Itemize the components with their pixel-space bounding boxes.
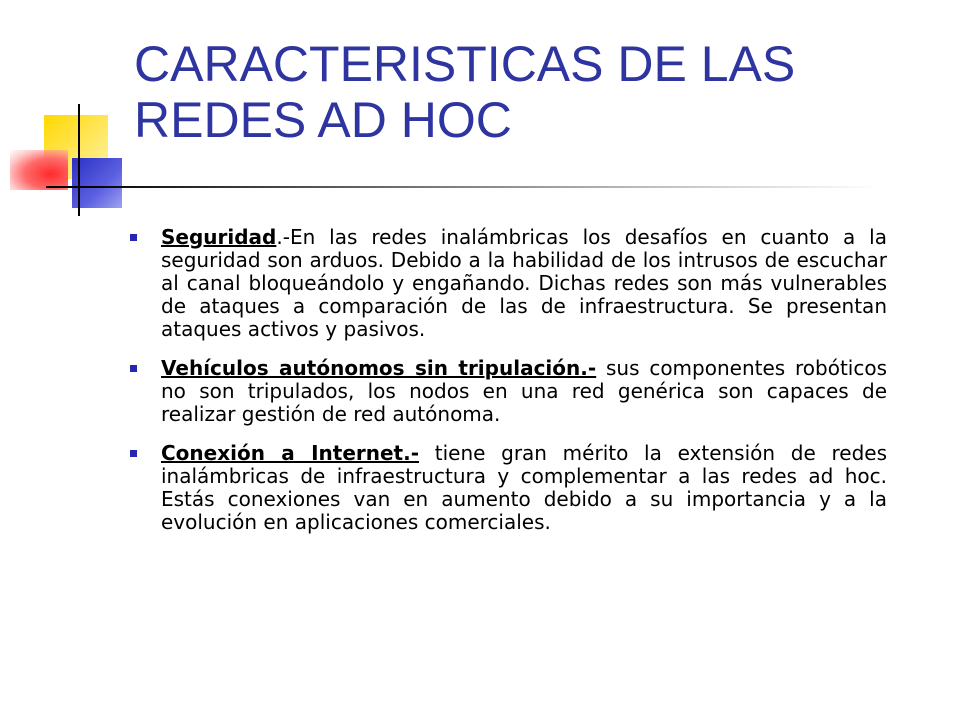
bullet-text: sus componentes robóticos no son tripulados, los nodos en una red genérica son capaces de realizar gestión de red autónoma. [161,356,888,426]
title-underline-rule [80,186,880,188]
slide-title [134,36,934,148]
slide-title-line-2: REDES AD HOC [134,92,512,148]
bullet-list [130,226,887,550]
emblem-red-square [10,150,68,190]
bullet-square-icon [130,365,137,372]
emblem-vertical-line [78,104,80,216]
bullet-text: tiene gran mérito la extensión de redes inalámbricas de infraestructura y complementar a las redes ad hoc. Estás conexiones van en aumento debido a su importancia y a la evolución en aplicaciones comerciales. [161,441,887,534]
bullet-term: Seguridad [161,225,277,249]
bullet-item-seguridad [130,226,887,341]
bullet-item-conexion [130,442,887,534]
bullet-term: Vehículos autónomos sin tripulación.- [161,356,597,380]
bullet-square-icon [130,450,137,457]
slide-title-line-1: CARACTERISTICAS DE LAS [134,36,796,92]
bullet-separator: .- [276,225,290,249]
bullet-term: Conexión a Internet.- [161,441,420,465]
bullet-text: En las redes inalámbricas los desafíos en cuanto a la seguridad son arduos. Debido a la habilidad de los intrusos de escuchar al canal bloqueándolo y engañando. Dichas redes son más vulnerables de ataques a comparación de las de infraestructura. Se presentan ataques activos y pasivos. [161,225,887,341]
bullet-square-icon [130,234,137,241]
bullet-item-vehiculos [130,357,887,426]
